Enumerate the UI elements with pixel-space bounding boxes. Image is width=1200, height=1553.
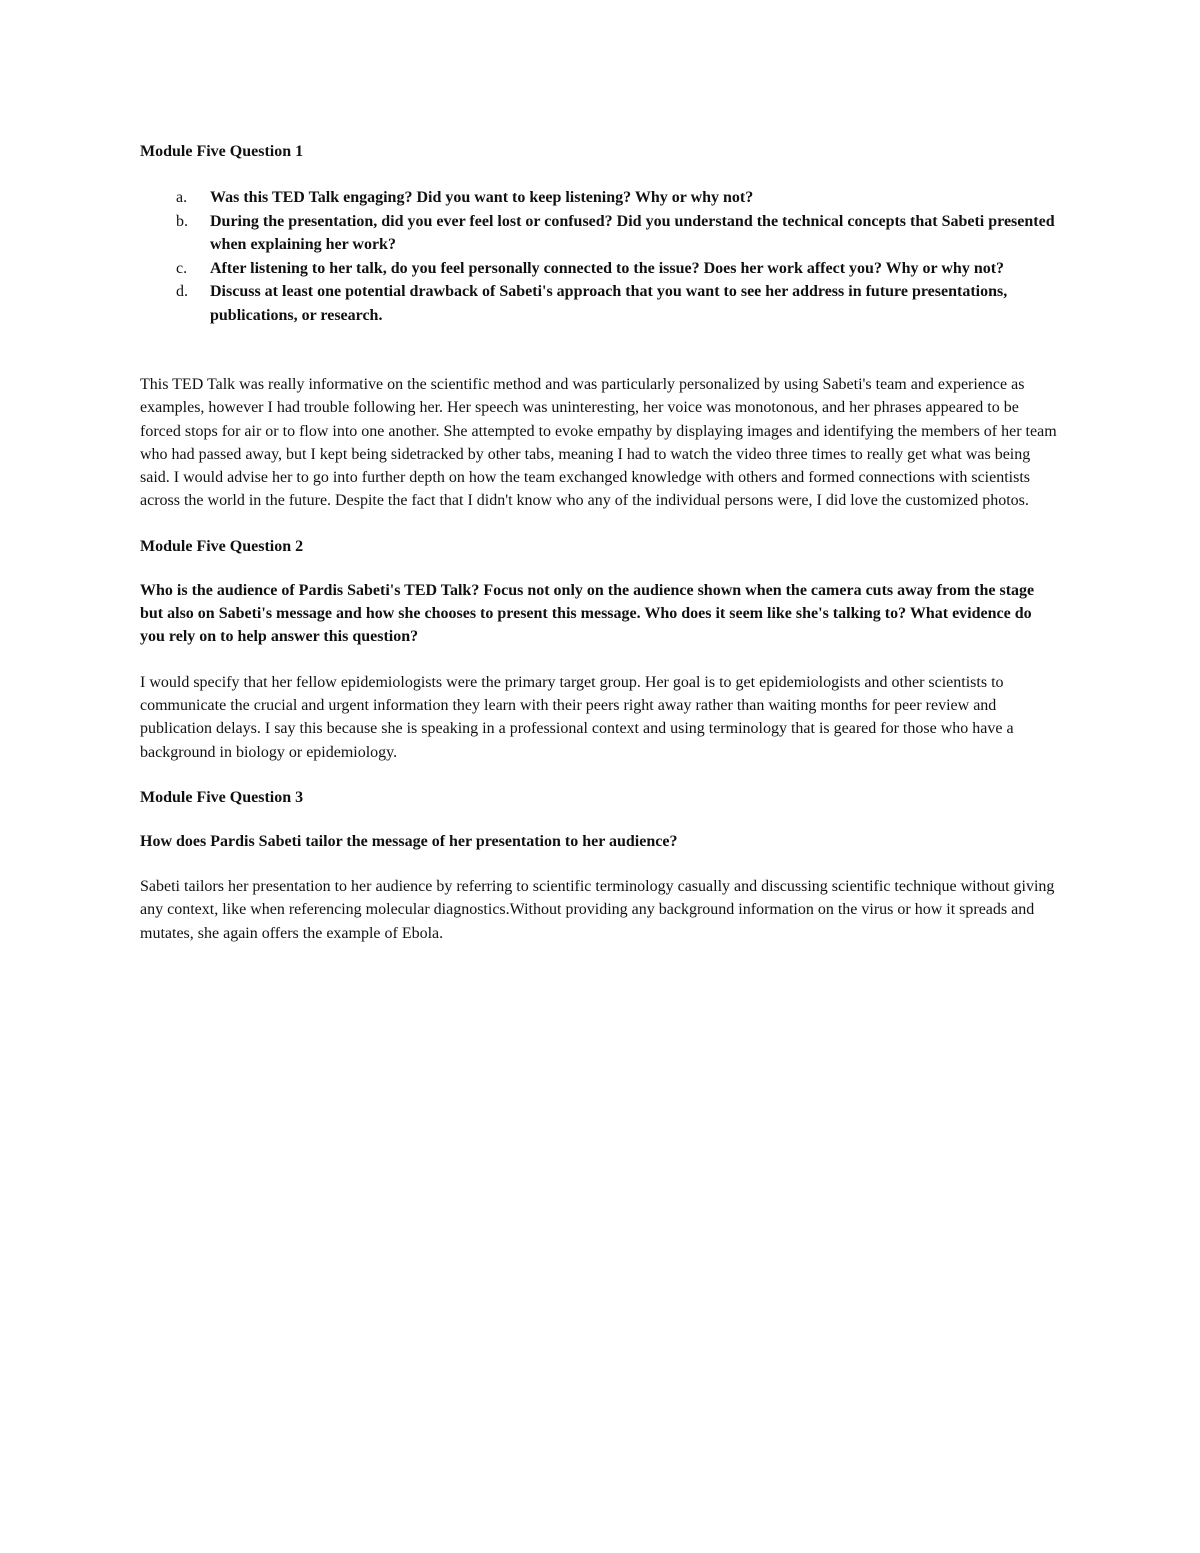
q2-answer: I would specify that her fellow epidemiologists were the primary target group. Her goal is to get epidemiologists and other scientists to communicate the crucial and urgent information they learn with their peers right away rather than waiting months for peer review and publication delays. I say this because she is speaking in a professional context and using terminology that is geared for those who have a background in biology or epidemiology. <box>140 673 1014 761</box>
q3-prompt: How does Pardis Sabeti tailor the message of her presentation to her audience? <box>140 832 678 850</box>
document-page <box>140 140 1060 945</box>
q2-heading: Module Five Question 2 <box>140 537 304 555</box>
q1-question-list <box>140 186 1060 327</box>
question-text: Discuss at least one potential drawback of Sabeti's approach that you want to see her address in future presentations, publications, or research. <box>210 283 1008 324</box>
question-text: Was this TED Talk engaging? Did you want to keep listening? Why or why not? <box>210 189 754 206</box>
q2-prompt: Who is the audience of Pardis Sabeti's TED Talk? Focus not only on the audience shown when the camera cuts away from the stage but also on Sabeti's message and how she chooses to present this message. Who does it seem like she's talking to? What evidence do you rely on to help answer this question? <box>140 581 1035 646</box>
q1-answer: This TED Talk was really informative on the scientific method and was particularly personalized by using Sabeti's team and experience as examples, however I had trouble following her. Her speech was uninteresting, her voice was monotonous, and her phrases appeared to be forced stops for air or to flow into one another. She attempted to evoke empathy by displaying images and identifying the members of her team who had passed away, but I kept being sidetracked by other tabs, meaning I had to watch the video three times to really get what was being said. I would advise her to go into further depth on how the team exchanged knowledge with others and formed connections with scientists across the world in the future. Despite the fact that I didn't know who any of the individual persons were, I did love the customized photos. <box>140 376 1057 510</box>
list-marker: d. <box>176 283 188 300</box>
question-text: After listening to her talk, do you feel personally connected to the issue? Does her work affect you? Why or why not? <box>210 259 1005 277</box>
list-marker: b. <box>176 212 188 230</box>
list-item <box>140 280 1060 327</box>
q1-heading: Module Five Question 1 <box>140 143 304 160</box>
list-item <box>140 210 1060 257</box>
question-text: During the presentation, did you ever feel lost or confused? Did you understand the technical concepts that Sabeti presented when explaining her work? <box>210 212 1055 253</box>
q3-answer: Sabeti tailors her presentation to her audience by referring to scientific terminology casually and discussing scientific technique without giving any context, like when referencing molecular diagnostics.Without providing any background information on the virus or how it spreads and mutates, she again offers the example of Ebola. <box>140 878 1055 942</box>
list-marker: a. <box>176 189 188 206</box>
list-item <box>140 257 1060 281</box>
list-marker: c. <box>176 259 188 277</box>
list-item <box>140 186 1060 210</box>
q3-heading: Module Five Question 3 <box>140 788 304 806</box>
